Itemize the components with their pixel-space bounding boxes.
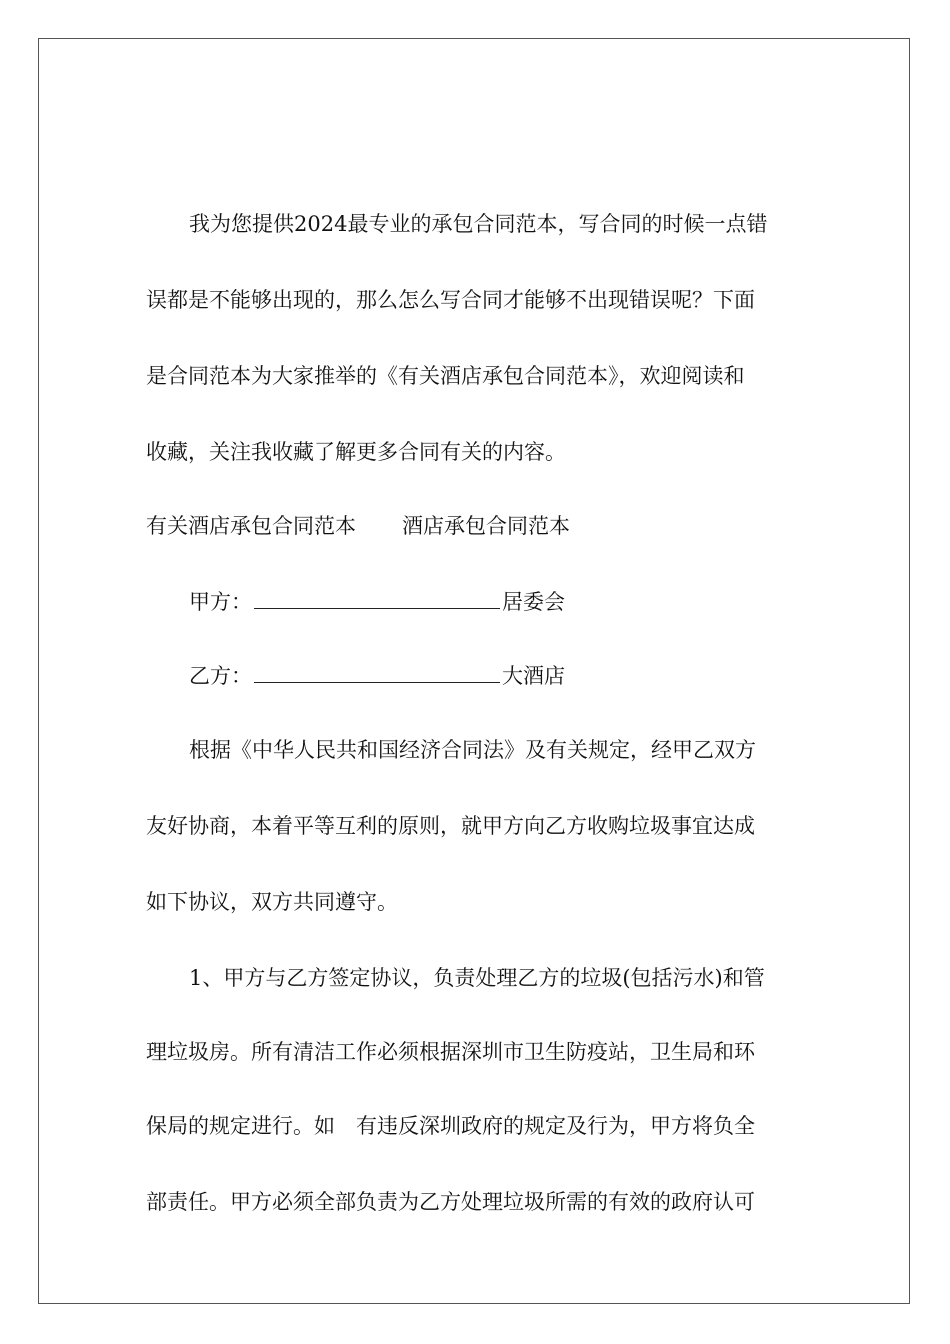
- clause1-line-4: 部责任。甲方必须全部负责为乙方处理垃圾所需的有效的政府认可: [146, 1190, 755, 1214]
- document-subtitle: 酒店承包合同范本: [402, 514, 570, 538]
- intro-line-1: 我为您提供2024最专业的承包合同范本，写合同的时候一点错: [189, 212, 768, 236]
- party-a-blank: [254, 590, 500, 609]
- intro-line-3: 是合同范本为大家推举的《有关酒店承包合同范本》，欢迎阅读和: [146, 364, 745, 388]
- party-a-row: [189, 582, 565, 622]
- preamble-line-1: 根据《中华人民共和国经济合同法》及有关规定，经甲乙双方: [189, 738, 756, 762]
- party-a-suffix: 居委会: [502, 590, 565, 614]
- party-b-label: 乙方：: [189, 664, 252, 688]
- document-title: 有关酒店承包合同范本: [146, 514, 356, 538]
- party-b-row: [189, 656, 565, 696]
- preamble-line-3: 如下协议，双方共同遵守。: [146, 890, 398, 914]
- clause1-line-2: 理垃圾房。所有清洁工作必须根据深圳市卫生防疫站，卫生局和环: [146, 1040, 755, 1064]
- clause1-line-1: 1、甲方与乙方签定协议，负责处理乙方的垃圾(包括污水)和管: [189, 966, 765, 990]
- party-a-label: 甲方：: [189, 590, 252, 614]
- document-title-row: [146, 506, 570, 546]
- preamble-line-2: 友好协商，本着平等互利的原则，就甲方向乙方收购垃圾事宜达成: [146, 814, 755, 838]
- party-b-blank: [254, 664, 500, 683]
- intro-line-4: 收藏，关注我收藏了解更多合同有关的内容。: [146, 440, 566, 464]
- clause1-line-3: 保局的规定进行。如 有违反深圳政府的规定及行为，甲方将负全: [146, 1114, 755, 1138]
- party-b-suffix: 大酒店: [502, 664, 565, 688]
- intro-line-2: 误都是不能够出现的，那么怎么写合同才能够不出现错误呢？下面: [146, 288, 755, 312]
